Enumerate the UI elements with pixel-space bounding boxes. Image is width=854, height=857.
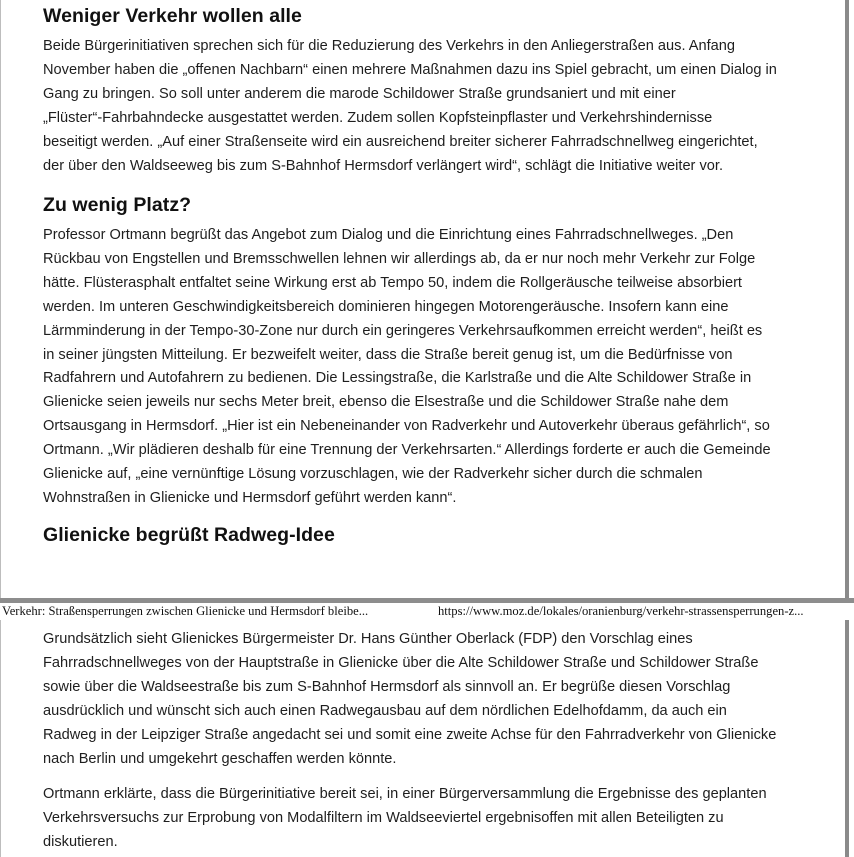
text-line: Beide Bürgerinitiativen sprechen sich für die Reduzierung des Verkehrs in den Anliegerstraßen aus. Anfang	[43, 38, 735, 54]
text-line: Professor Ortmann begrüßt das Angebot zum Dialog und die Einrichtung eines Fahrradschnellweges. „Den	[43, 227, 734, 243]
heading-zu-wenig-platz: Zu wenig Platz?	[43, 194, 192, 216]
text-line: Rückbau von Engstellen und Bremsschwellen lehnen wir allerdings ab, da er nur noch mehr Verkehr zur Folge	[43, 250, 756, 267]
section-heading	[43, 524, 818, 547]
paragraph	[43, 224, 818, 511]
section-heading	[43, 194, 818, 217]
text-line: werden. Im unteren Geschwindigkeitsbereich dominieren hingegen Motorengeräusche. Insofern kann eine	[43, 298, 729, 315]
text-line: Radfahrern und Autofahrern zu bedienen. Die Lessingstraße, die Karlstraße und die Alte Schildower Straße in	[43, 370, 752, 387]
text-line: sowie über die Waldseestraße bis zum S-Bahnhof Hermsdorf als sinnvoll an. Er begrüße diesen Vorschlag	[43, 678, 731, 695]
print-header-title: Verkehr: Straßensperrungen zwischen Glienicke und Hermsdorf bleibe...	[2, 604, 369, 618]
text-line: nach Berlin und umgekehrt geschaffen werden könnte.	[43, 750, 397, 767]
paragraph	[43, 35, 818, 178]
text-line: beseitigt werden. „Auf einer Straßenseite wird ein ausreichend breiter sicherer Fahrradschnellweg eingerichtet,	[43, 133, 758, 150]
text-line: Verkehrsversuchs zur Erprobung von Modalfiltern im Waldseeviertel ergebnisoffen mit allen Beteiligten zu	[43, 809, 724, 826]
print-header	[0, 603, 854, 620]
text-line: Fahrradschnellweges von der Hauptstraße in Glienicke über die Alte Schildower Straße und Schildower Straße	[43, 654, 759, 671]
text-line: hätte. Flüsterasphalt entfaltet seine Wirkung erst ab Tempo 50, indem die Rollgeräusche teilweise absorbiert	[43, 274, 742, 291]
text-line: Glienicke seien jeweils nur sechs Meter breit, ebenso die Elsestraße und die Schildower Straße nahe dem	[43, 394, 729, 411]
paragraph-text	[43, 783, 818, 855]
heading-glienicke-radweg: Glienicke begrüßt Radweg-Idee	[43, 524, 335, 546]
paragraph	[43, 783, 818, 855]
heading-weniger-verkehr: Weniger Verkehr wollen alle	[43, 5, 302, 27]
text-line: Ortmann. „Wir plädieren deshalb für eine Trennung der Verkehrsarten.“ Allerdings forderte er auch die Gemeinde	[43, 442, 771, 459]
paragraph-text	[43, 35, 818, 178]
paragraph	[43, 628, 818, 771]
paragraph-text	[43, 628, 818, 771]
text-line: Glienicke auf, „eine vernünftige Lösung vorzuschlagen, wie der Radverkehr sicher durch die schmalen	[43, 466, 703, 483]
text-line: in seiner jüngsten Mitteilung. Er bezweifelt weiter, dass die Straße bereit genug ist, um die Bedürfnisse von	[43, 346, 733, 363]
text-line: der über den Waldseeweg bis zum S-Bahnhof Hermsdorf verlängert wird“, schlägt die Initiative weiter vor.	[43, 157, 723, 174]
print-header-url[interactable]: https://www.moz.de/lokales/oranienburg/verkehr-strassensperrungen-z...	[438, 604, 804, 618]
text-line: „Flüster“-Fahrbahndecke ausgestattet werden. Zudem sollen Kopfsteinpflaster und Verkehrshindernisse	[43, 109, 713, 126]
text-line: Ortsausgang in Hermsdorf. „Hier ist ein Nebeneinander von Radverkehr und Autoverkehr überaus gefährlich“, so	[43, 418, 770, 435]
text-line: November haben die „offenen Nachbarn“ einen mehrere Maßnahmen dazu ins Spiel gebracht, um einen Dialog in	[43, 61, 777, 78]
text-line: Radweg in der Leipziger Straße angedacht sei und somit eine zweite Achse für den Fahrradverkehr von Glienicke	[43, 726, 777, 743]
text-line: Wohnstraßen in Glienicke und Hermsdorf geführt werden kann“.	[43, 489, 457, 506]
section-heading	[43, 5, 818, 28]
text-line: Lärmminderung in der Tempo-30-Zone nur durch ein geringeres Verkehrsaufkommen erreicht werden“, heißt es	[43, 322, 763, 339]
document-page-bottom	[0, 620, 849, 857]
text-line: ausdrücklich und wünscht sich auch einen Radwegausbau auf dem nördlichen Edelhofdamm, da auch ein	[43, 702, 727, 719]
text-line: Gang zu bringen. So soll unter anderem die marode Schildower Straße grundsaniert und mit einer	[43, 85, 676, 102]
text-line: Ortmann erklärte, dass die Bürgerinitiative bereit sei, in einer Bürgerversammlung die Ergebnisse des geplanten	[43, 786, 767, 802]
paragraph-text	[43, 224, 818, 511]
text-line: Grundsätzlich sieht Glienickes Bürgermeister Dr. Hans Günther Oberlack (FDP) den Vorschlag eines	[43, 631, 693, 647]
text-line: diskutieren.	[43, 833, 118, 850]
